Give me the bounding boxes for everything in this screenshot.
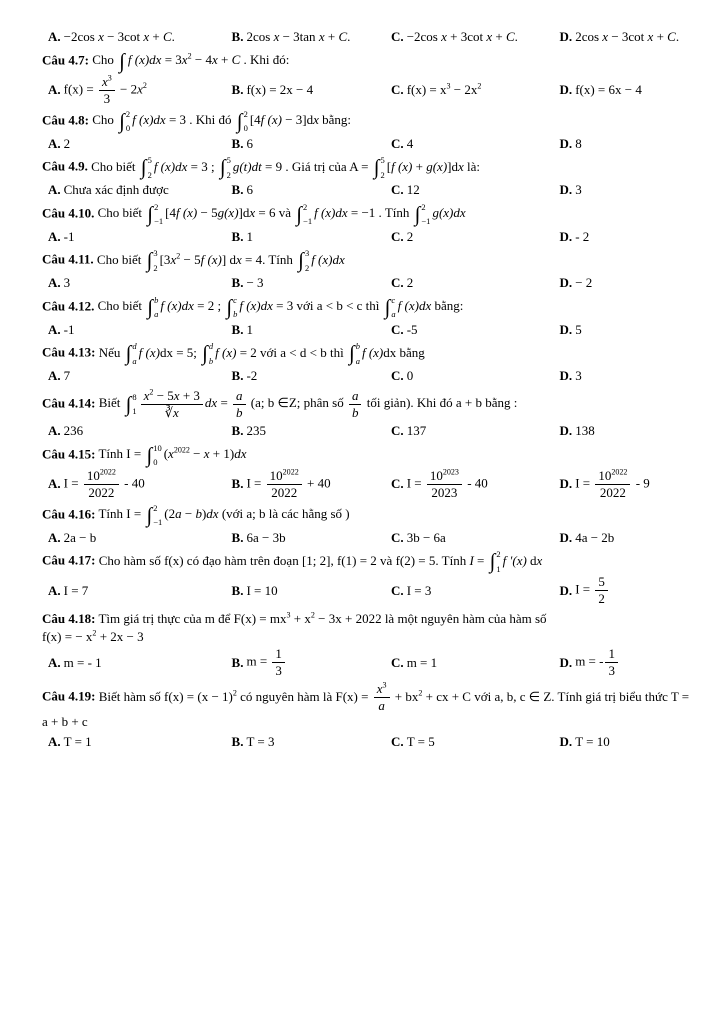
answer-option bbox=[391, 469, 554, 500]
option-letter: B. bbox=[231, 476, 244, 492]
option-text: −2cos x + 3cot x + C. bbox=[406, 29, 518, 44]
question-text: Tìm giá trị thực của m để $F(x) = mx^3 + x^2 - 3x + 2022$ là một nguyên hàm của hàm số f(x) = − $x^2 + 2x - 3$ bbox=[42, 610, 547, 644]
option-text: f(x) = 6x − 4 bbox=[575, 82, 642, 98]
option-text: I = $\frac{10^{2022}}{2022}$ + 40 bbox=[246, 467, 331, 500]
question-line bbox=[42, 550, 698, 573]
answer-option bbox=[560, 422, 698, 440]
option-text: T = 1 bbox=[63, 733, 92, 749]
answer-option bbox=[560, 367, 698, 385]
option-letter: B. bbox=[231, 275, 244, 291]
answer-option bbox=[232, 81, 386, 99]
option-text: m = $\frac{1}{3}$ bbox=[246, 647, 286, 678]
question-text: Biết hàm số $f(x) = (x - 1)^2$ có nguyên hàm là F(x) = $\frac{x^3}{a}$ + $bx^2$ + cx + C với a, b, c ∈ Z. Tính giá trị biểu thức T = a + b + c bbox=[42, 681, 690, 730]
integral-sign: ∫ 2 −1 bbox=[414, 201, 431, 227]
answer-option bbox=[232, 321, 386, 339]
option-text: 4a − 2b bbox=[575, 529, 615, 545]
option-letter: B. bbox=[231, 135, 244, 151]
answer-option bbox=[391, 733, 554, 751]
question-text: Cho ∫ f $(x)dx = 3x^2 - 4x + C$ . Khi đó: bbox=[92, 48, 290, 73]
question-line bbox=[42, 296, 698, 319]
question-line bbox=[42, 682, 698, 731]
option-text: $f(x) = x^3 - 2x^2$ bbox=[406, 81, 482, 98]
option-text: m = - 1 bbox=[63, 655, 102, 671]
answer-option bbox=[391, 81, 554, 99]
option-letter: A. bbox=[48, 29, 61, 44]
question-block bbox=[42, 110, 698, 153]
option-letter: D. bbox=[559, 321, 573, 337]
answer-option bbox=[560, 647, 698, 678]
option-text: 6a − 3b bbox=[246, 529, 286, 545]
option-text: 2a − b bbox=[63, 529, 97, 545]
integral-sign: ∫ c b bbox=[226, 294, 238, 320]
integral-sign: ∫ 2 −1 bbox=[147, 201, 164, 227]
option-text: -1 bbox=[63, 321, 75, 337]
answer-option bbox=[560, 81, 698, 99]
option-text: 3 bbox=[575, 368, 582, 384]
answer-option bbox=[391, 654, 554, 672]
option-text: 2cos x − 3tan x + C. bbox=[246, 29, 351, 44]
question-number: Câu 4.13: bbox=[42, 344, 96, 360]
option-text: 7 bbox=[63, 368, 71, 384]
answer-option bbox=[232, 367, 386, 385]
question-number: Câu 4.15: bbox=[42, 445, 96, 461]
question-block bbox=[42, 444, 698, 500]
option-letter: A. bbox=[48, 82, 61, 98]
option-letter: C. bbox=[391, 82, 404, 98]
option-text: f(x) = $\frac{x^3}{3}$ − $2x^2$ bbox=[63, 73, 147, 106]
answer-option bbox=[48, 733, 226, 751]
option-text: 6 bbox=[246, 182, 253, 198]
answer-option bbox=[560, 181, 698, 199]
question-block bbox=[42, 50, 698, 106]
integral-sign: ∫ 10 0 bbox=[146, 442, 162, 467]
options-row bbox=[48, 367, 698, 385]
options-row bbox=[48, 575, 698, 606]
question-text: Nếu ∫ d a f (x)dx = 5; ∫ d b f (x) = 2 với a < d < b thì ∫ b a f (x)dx bằng bbox=[98, 341, 425, 366]
integral-sign: ∫ 2 −1 bbox=[146, 502, 163, 528]
answer-option bbox=[232, 469, 386, 500]
question-line bbox=[42, 156, 698, 179]
options-row bbox=[48, 647, 698, 678]
option-letter: B. bbox=[231, 321, 244, 337]
integral-sign: ∫ 3 2 bbox=[298, 248, 310, 273]
integral-sign: ∫ 2 1 bbox=[489, 549, 501, 574]
option-text: 6 bbox=[246, 135, 253, 151]
answer-option bbox=[391, 582, 554, 600]
option-letter: C. bbox=[391, 733, 404, 749]
option-letter: A. bbox=[48, 582, 61, 598]
option-text: I = $\frac{10^{2023}}{2023}$ - 40 bbox=[406, 467, 488, 500]
option-letter: D. bbox=[559, 29, 573, 44]
option-text: -2 bbox=[246, 368, 258, 384]
fraction: $\frac{a}{b}$ bbox=[349, 389, 362, 420]
option-text: I = 3 bbox=[406, 582, 432, 598]
option-letter: A. bbox=[48, 733, 61, 749]
question-number: Câu 4.16: bbox=[42, 506, 96, 522]
answer-option bbox=[48, 274, 226, 292]
option-text: -1 bbox=[63, 228, 75, 244]
question-block bbox=[42, 504, 698, 547]
option-letter: B. bbox=[231, 422, 244, 438]
fraction: $\frac{10^{2022}}{2022}$ bbox=[595, 469, 630, 500]
answer-option bbox=[560, 28, 698, 46]
option-text: I = $\frac{10^{2022}}{2022}$ - 9 bbox=[575, 467, 650, 500]
question-line bbox=[42, 342, 698, 365]
option-letter: C. bbox=[391, 228, 404, 244]
option-letter: A. bbox=[48, 368, 61, 384]
option-letter: A. bbox=[48, 529, 61, 545]
answer-option bbox=[48, 654, 226, 672]
option-text: 1 bbox=[246, 228, 253, 244]
option-letter: D. bbox=[559, 275, 573, 291]
answer-option bbox=[560, 228, 698, 246]
question-number: Câu 4.12. bbox=[42, 298, 95, 314]
option-letter: C. bbox=[391, 476, 404, 492]
question-number: Câu 4.10. bbox=[42, 205, 95, 221]
option-text: 8 bbox=[575, 135, 582, 151]
question-line bbox=[42, 249, 698, 272]
option-letter: A. bbox=[48, 422, 61, 438]
integral-sign: ∫ b a bbox=[147, 294, 159, 320]
question-block bbox=[42, 28, 698, 46]
option-letter: C. bbox=[391, 182, 404, 198]
answer-option bbox=[48, 228, 226, 246]
answer-option bbox=[560, 733, 698, 751]
fraction: $\frac{x^3}{3}$ bbox=[99, 75, 115, 106]
question-block bbox=[42, 389, 698, 440]
answer-option bbox=[232, 135, 386, 153]
question-number: Câu 4.19: bbox=[42, 688, 96, 704]
question-line bbox=[42, 610, 698, 645]
options-row bbox=[48, 181, 698, 199]
answer-option bbox=[48, 321, 226, 339]
option-text: 235 bbox=[246, 422, 266, 438]
option-letter: C. bbox=[391, 275, 404, 291]
option-letter: D. bbox=[559, 655, 573, 671]
question-text: Cho biết ∫ 3 2 [$3x^2 - 5f$ (x)] dx = 4. Tính ∫ 3 2 f (x)dx bbox=[96, 248, 345, 273]
question-text: Cho hàm số f(x) có đạo hàm trên đoạn [1; 2], f(1) = 2 và f(2) = 5. Tính I = ∫ 2 1 f ′(x) dx bbox=[98, 549, 543, 574]
options-row bbox=[48, 228, 698, 246]
question-text: Cho biết ∫ 5 2 f (x)dx = 3 ; ∫ 5 2 g(t)dt = 9 . Giá trị của A = ∫ 5 2 [f (x) + g(x)]dx là: bbox=[91, 155, 481, 180]
option-letter: C. bbox=[391, 529, 404, 545]
answer-option bbox=[48, 422, 226, 440]
option-text: 2 bbox=[63, 135, 71, 151]
question-block bbox=[42, 342, 698, 385]
option-text: − 2 bbox=[575, 275, 593, 291]
question-block bbox=[42, 203, 698, 246]
question-text: Cho biết ∫ b a f (x)dx = 2 ; ∫ c b f (x)dx = 3 với a < b < c thì ∫ c a f (x)dx bằng: bbox=[97, 294, 464, 320]
fraction: $\frac{1}{3}$ bbox=[605, 647, 618, 678]
question-line bbox=[42, 50, 698, 73]
option-letter: D. bbox=[559, 476, 573, 492]
answer-option bbox=[232, 274, 386, 292]
fraction: $\frac{a}{b}$ bbox=[233, 389, 246, 420]
question-text: Cho ∫ 2 0 f (x)dx = 3 . Khi đó ∫ 2 0 [4f (x) − 3]dx bằng: bbox=[92, 108, 352, 134]
option-text: 3 bbox=[63, 275, 71, 291]
question-block bbox=[42, 156, 698, 199]
question-number: Câu 4.7: bbox=[42, 52, 89, 68]
answer-option bbox=[391, 181, 554, 199]
answer-option bbox=[232, 228, 386, 246]
question-number: Câu 4.9. bbox=[42, 158, 88, 174]
question-number: Câu 4.14: bbox=[42, 395, 96, 411]
integral-sign: ∫ 5 2 bbox=[140, 155, 152, 180]
answer-option bbox=[48, 582, 226, 600]
option-letter: D. bbox=[559, 368, 573, 384]
answer-option bbox=[232, 582, 386, 600]
option-letter: D. bbox=[559, 733, 573, 749]
option-text: 138 bbox=[575, 422, 595, 438]
option-letter: D. bbox=[559, 135, 573, 151]
options-row bbox=[48, 733, 698, 751]
option-text: I = $\frac{10^{2022}}{2022}$ - 40 bbox=[63, 467, 145, 500]
option-text: m = 1 bbox=[406, 655, 438, 671]
question-number: Câu 4.18: bbox=[42, 611, 96, 627]
option-letter: D. bbox=[559, 182, 573, 198]
option-letter: B. bbox=[231, 655, 244, 671]
answer-option bbox=[48, 529, 226, 547]
option-letter: D. bbox=[559, 422, 573, 438]
option-letter: A. bbox=[48, 228, 61, 244]
option-letter: D. bbox=[559, 82, 573, 98]
integral-sign: ∫ 5 2 bbox=[219, 155, 231, 180]
answer-option bbox=[232, 529, 386, 547]
question-block bbox=[42, 550, 698, 606]
answer-option bbox=[391, 28, 554, 46]
fraction: $\frac{10^{2022}}{2022}$ bbox=[267, 469, 302, 500]
option-letter: B. bbox=[231, 29, 244, 44]
option-letter: C. bbox=[391, 321, 404, 337]
fraction: $\frac{10^{2022}}{2022}$ bbox=[84, 469, 119, 500]
integral-sign: ∫ 2 −1 bbox=[296, 201, 313, 227]
answer-option bbox=[232, 733, 386, 751]
option-letter: A. bbox=[48, 275, 61, 291]
option-text: 4 bbox=[406, 135, 414, 151]
option-text: Chưa xác định được bbox=[63, 182, 169, 198]
option-letter: A. bbox=[48, 135, 61, 151]
options-row bbox=[48, 469, 698, 500]
question-block bbox=[42, 682, 698, 750]
option-letter: B. bbox=[231, 368, 244, 384]
option-text: 5 bbox=[575, 321, 582, 337]
options-row bbox=[48, 422, 698, 440]
option-text: 3b − 6a bbox=[406, 529, 446, 545]
answer-option bbox=[232, 422, 386, 440]
answer-option bbox=[391, 367, 554, 385]
answer-option bbox=[391, 228, 554, 246]
option-letter: C. bbox=[391, 655, 404, 671]
option-letter: C. bbox=[391, 29, 404, 44]
answer-option bbox=[560, 321, 698, 339]
option-letter: C. bbox=[391, 135, 404, 151]
fraction: $\frac{1}{3}$ bbox=[272, 647, 285, 678]
integral-sign: ∫ bbox=[119, 48, 125, 73]
option-letter: B. bbox=[231, 182, 244, 198]
option-letter: B. bbox=[231, 82, 244, 98]
question-block bbox=[42, 610, 698, 678]
question-line bbox=[42, 203, 698, 226]
option-letter: B. bbox=[231, 228, 244, 244]
question-text: Biết ∫ 8 1 $\frac{x^2 - 5x + 3}{∛x}$ dx = $\frac{a}{b}$ (a; b ∈Z; phân số $\frac{a}{b}$ tối giản). Khi đó a + b bằng : bbox=[98, 387, 518, 420]
question-number: Câu 4.11. bbox=[42, 251, 94, 267]
answer-option bbox=[391, 135, 554, 153]
option-text: 1 bbox=[246, 321, 253, 337]
option-text: I = 10 bbox=[246, 582, 278, 598]
options-row bbox=[48, 28, 698, 46]
option-text: I = $\frac{5}{2}$ bbox=[575, 575, 610, 606]
option-letter: B. bbox=[231, 582, 244, 598]
option-text: 236 bbox=[63, 422, 84, 438]
option-letter: D. bbox=[559, 529, 573, 545]
answer-option bbox=[391, 321, 554, 339]
option-text: 2 bbox=[406, 275, 414, 291]
option-letter: C. bbox=[391, 422, 404, 438]
option-text: 2 bbox=[406, 228, 414, 244]
option-letter: D. bbox=[559, 582, 573, 598]
answer-option bbox=[232, 181, 386, 199]
option-letter: C. bbox=[391, 368, 404, 384]
option-text: - 2 bbox=[575, 228, 590, 244]
options-row bbox=[48, 75, 698, 106]
question-line bbox=[42, 444, 698, 467]
option-text: 3 bbox=[575, 182, 582, 198]
answer-option bbox=[232, 28, 386, 46]
answer-option bbox=[560, 529, 698, 547]
option-text: −2cos x − 3cot x + C. bbox=[63, 29, 175, 44]
integral-sign: ∫ 2 0 bbox=[119, 108, 131, 134]
fraction: $\frac{10^{2023}}{2023}$ bbox=[427, 469, 462, 500]
option-text: 2cos x − 3cot x + C. bbox=[575, 29, 680, 44]
question-block bbox=[42, 249, 698, 292]
answer-option bbox=[48, 181, 226, 199]
option-text: -5 bbox=[406, 321, 418, 337]
option-text: 137 bbox=[406, 422, 427, 438]
answer-option bbox=[560, 575, 698, 606]
options-row bbox=[48, 135, 698, 153]
integral-sign: ∫ 5 2 bbox=[373, 155, 385, 180]
answer-option bbox=[391, 422, 554, 440]
option-text: − 3 bbox=[246, 275, 264, 291]
question-text: Tính I = ∫ 10 0 $(x^{2022} - x + 1)dx$ bbox=[98, 442, 247, 467]
question-text: Cho biết ∫ 2 −1 [4f (x) − 5g(x)]dx = 6 và ∫ 2 −1 f (x)dx = −1 . Tính ∫ 2 −1 g(x)dx bbox=[97, 201, 466, 227]
answer-option bbox=[48, 28, 226, 46]
options-row bbox=[48, 274, 698, 292]
answer-option bbox=[391, 529, 554, 547]
fraction: $\frac{5}{2}$ bbox=[595, 575, 608, 606]
answer-option bbox=[48, 367, 226, 385]
integral-sign: ∫ d a bbox=[125, 341, 137, 366]
question-number: Câu 4.8: bbox=[42, 112, 89, 128]
integral-sign: ∫ 2 0 bbox=[236, 108, 248, 134]
question-line bbox=[42, 504, 698, 527]
options-row bbox=[48, 529, 698, 547]
integral-sign: ∫ c a bbox=[384, 294, 396, 320]
answer-option bbox=[560, 135, 698, 153]
option-letter: A. bbox=[48, 182, 61, 198]
option-text: f(x) = 2x − 4 bbox=[246, 82, 314, 98]
questions bbox=[42, 28, 698, 750]
options-row bbox=[48, 321, 698, 339]
answer-option bbox=[560, 469, 698, 500]
fraction: $\frac{x^3}{a}$ bbox=[374, 682, 390, 713]
option-letter: A. bbox=[48, 321, 61, 337]
option-text: I = 7 bbox=[63, 582, 89, 598]
option-letter: D. bbox=[559, 228, 573, 244]
question-block bbox=[42, 296, 698, 339]
option-letter: B. bbox=[231, 529, 244, 545]
integral-sign: ∫ d b bbox=[202, 341, 214, 366]
integral-sign: ∫ 3 2 bbox=[146, 248, 158, 273]
answer-option bbox=[560, 274, 698, 292]
answer-option bbox=[391, 274, 554, 292]
option-text: 0 bbox=[406, 368, 414, 384]
question-number: Câu 4.17: bbox=[42, 552, 96, 568]
answer-option bbox=[48, 469, 226, 500]
answer-option bbox=[48, 135, 226, 153]
option-letter: A. bbox=[48, 655, 61, 671]
option-letter: A. bbox=[48, 476, 61, 492]
option-letter: B. bbox=[231, 733, 244, 749]
option-letter: C. bbox=[391, 582, 404, 598]
question-text: Tính I = ∫ 2 −1 (2a − b)dx (với a; b là các hằng số ) bbox=[98, 502, 350, 528]
answer-option bbox=[232, 647, 386, 678]
integral-sign: ∫ b a bbox=[348, 341, 360, 366]
integral-sign: ∫ 8 1 bbox=[125, 391, 137, 417]
option-text: m = - $\frac{1}{3}$ bbox=[575, 647, 620, 678]
fraction: $\frac{x^2 - 5x + 3}{∛x}$ bbox=[141, 389, 203, 420]
option-text: 12 bbox=[406, 182, 420, 198]
option-text: T = 10 bbox=[575, 733, 610, 749]
answer-option bbox=[48, 75, 226, 106]
question-line bbox=[42, 110, 698, 133]
option-text: T = 5 bbox=[406, 733, 435, 749]
option-text: T = 3 bbox=[246, 733, 275, 749]
question-line bbox=[42, 389, 698, 420]
